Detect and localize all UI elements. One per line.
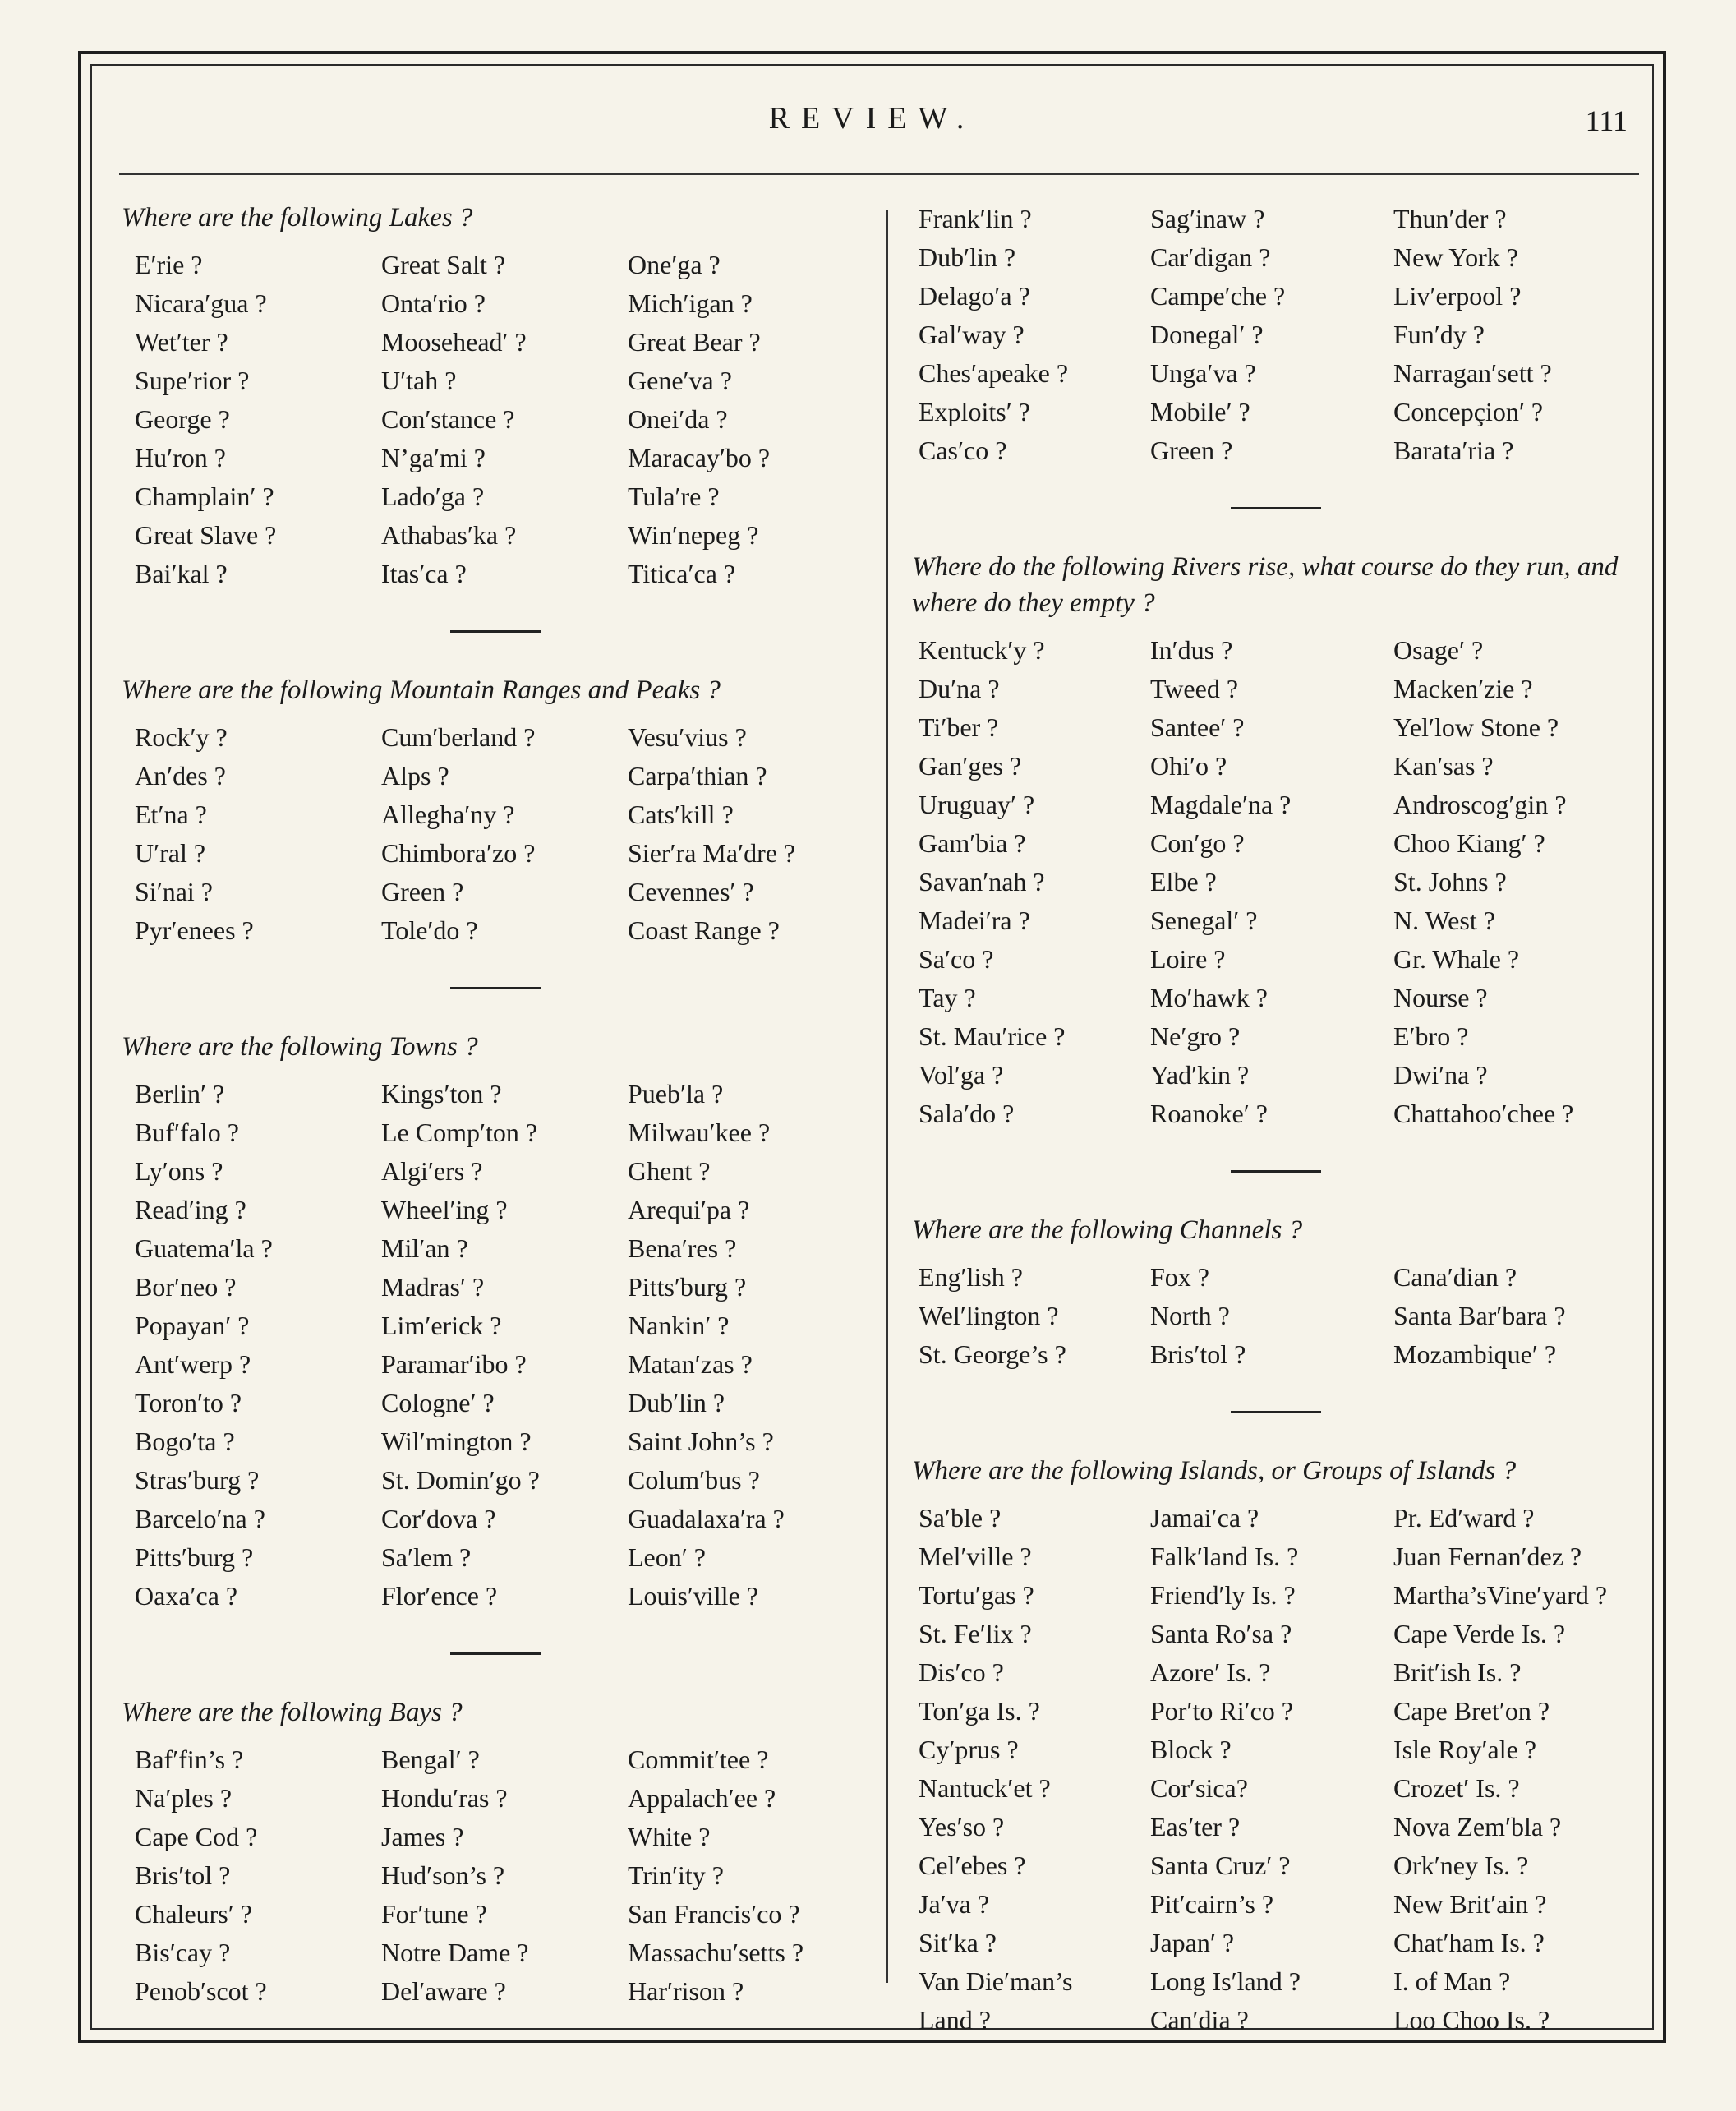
place-name: Chaleurs′ ?: [135, 1899, 252, 1929]
place-name: Carpa′thian ?: [628, 761, 767, 790]
place-name: Stras′burg ?: [135, 1465, 260, 1495]
place-name: Great Salt ?: [381, 250, 506, 279]
place-name: Gr. Whale ?: [1393, 944, 1520, 974]
place-name: Tay ?: [919, 983, 976, 1012]
place-name: Sa′lem ?: [381, 1542, 472, 1572]
place-name: New Brit′ain ?: [1393, 1889, 1547, 1919]
place-name: Ohi′o ?: [1150, 751, 1227, 781]
place-name: N’ga′mi ?: [381, 443, 486, 472]
place-name: Unga′va ?: [1150, 358, 1256, 388]
place-name: Mich′igan ?: [628, 288, 753, 318]
place-name: Vesu′vius ?: [628, 722, 747, 752]
place-name: George ?: [135, 404, 230, 434]
place-name: Thun′der ?: [1393, 204, 1507, 233]
place-name: Onta′rio ?: [381, 288, 486, 318]
place-name: Lado′ga ?: [381, 482, 485, 511]
place-name: Guadalaxa′ra ?: [628, 1504, 785, 1533]
place-name: Pit′cairn’s ?: [1150, 1889, 1274, 1919]
place-name: Algi′ers ?: [381, 1156, 483, 1186]
place-name: Ghent ?: [628, 1156, 711, 1186]
place-name: Del′aware ?: [381, 1976, 506, 2006]
place-name: Friend′ly Is. ?: [1150, 1580, 1296, 1610]
place-name: Bor′neo ?: [135, 1272, 237, 1302]
place-name: Toron′to ?: [135, 1388, 242, 1417]
place-name: Champlain′ ?: [135, 482, 274, 511]
place-name: Land ?: [919, 2005, 991, 2035]
place-name: Cy′prus ?: [919, 1735, 1019, 1764]
place-name: Santa Cruz′ ?: [1150, 1851, 1291, 1880]
place-name: Block ?: [1150, 1735, 1232, 1764]
place-name: Kings′ton ?: [381, 1079, 502, 1109]
place-name: Frank′lin ?: [919, 204, 1032, 233]
place-name: Leon′ ?: [628, 1542, 706, 1572]
question-section: [122, 672, 868, 950]
left-column: [122, 200, 868, 2011]
place-name: Dis′co ?: [919, 1657, 1004, 1687]
place-name: Maracay′bo ?: [628, 443, 771, 472]
question-section: [912, 1453, 1651, 2040]
place-name: Cel′ebes ?: [919, 1851, 1026, 1880]
place-name: Mil′an ?: [381, 1233, 468, 1263]
place-name: Bris′tol ?: [135, 1860, 231, 1890]
place-name: Paramar′ibo ?: [381, 1349, 527, 1379]
place-name: Santa Bar′bara ?: [1393, 1301, 1566, 1330]
place-name: Cape Verde Is. ?: [1393, 1619, 1566, 1648]
place-name: Popayan′ ?: [135, 1311, 250, 1340]
section-separator: [1231, 1411, 1321, 1413]
place-name: Nantuck′et ?: [919, 1773, 1051, 1803]
place-name: Moosehead′ ?: [381, 327, 527, 357]
place-name: Delago′a ?: [919, 281, 1030, 311]
place-name: I. of Man ?: [1393, 1966, 1511, 1996]
question-section: [122, 1694, 868, 2011]
place-name: E′bro ?: [1393, 1021, 1469, 1051]
place-name: Choo Kiang′ ?: [1393, 828, 1545, 858]
place-name: Colum′bus ?: [628, 1465, 760, 1495]
place-name: Cevennes′ ?: [628, 877, 754, 906]
question-section: [912, 549, 1651, 1133]
place-name: Har′rison ?: [628, 1976, 744, 2006]
place-name: Por′to Ri′co ?: [1150, 1696, 1293, 1726]
place-name: Concepçion′ ?: [1393, 397, 1544, 426]
header-rule: [119, 173, 1639, 175]
place-name: Ant′werp ?: [135, 1349, 251, 1379]
place-name: Alps ?: [381, 761, 449, 790]
place-name: Yad′kin ?: [1150, 1060, 1250, 1090]
place-name: Read′ing ?: [135, 1195, 246, 1224]
place-name: Berlin′ ?: [135, 1079, 225, 1109]
place-name: Nourse ?: [1393, 983, 1488, 1012]
place-name: Ti′ber ?: [919, 712, 999, 742]
place-name: Supe′rior ?: [135, 366, 250, 395]
place-name: Cor′dova ?: [381, 1504, 496, 1533]
place-name: Oaxa′ca ?: [135, 1581, 238, 1611]
running-title: REVIEW.: [768, 101, 976, 136]
place-name: Win′nepeg ?: [628, 520, 759, 550]
place-name: Brit′ish Is. ?: [1393, 1657, 1522, 1687]
place-name: Chimbora′zo ?: [381, 838, 536, 868]
place-name: St. George’s ?: [919, 1339, 1066, 1369]
place-name: Cape Cod ?: [135, 1822, 258, 1851]
place-name: Santa Ro′sa ?: [1150, 1619, 1292, 1648]
place-name: Sier′ra Ma′dre ?: [628, 838, 796, 868]
place-name: Crozet′ Is. ?: [1393, 1773, 1520, 1803]
place-name: New York ?: [1393, 242, 1518, 272]
place-name: Le Comp′ton ?: [381, 1118, 538, 1147]
place-name: Pyr′enees ?: [135, 915, 254, 945]
place-name: Ly′ons ?: [135, 1156, 223, 1186]
place-name: Appalach′ee ?: [628, 1783, 776, 1813]
place-name: Rock′y ?: [135, 722, 228, 752]
place-name: Campe′che ?: [1150, 281, 1286, 311]
place-name: Lim′erick ?: [381, 1311, 502, 1340]
place-name: Yes′so ?: [919, 1812, 1005, 1841]
place-name: Sa′co ?: [919, 944, 994, 974]
place-name: Kentuck′y ?: [919, 635, 1045, 665]
section-title: Where are the following Towns ?: [122, 1032, 478, 1062]
section-title: Where are the following Bays ?: [122, 1698, 463, 1727]
place-name: James ?: [381, 1822, 464, 1851]
place-name: Arequi′pa ?: [628, 1195, 750, 1224]
place-name: Madei′ra ?: [919, 906, 1030, 935]
place-name: Pitts′burg ?: [135, 1542, 254, 1572]
name-grid: [122, 1075, 868, 1616]
place-name: Sala′do ?: [919, 1099, 1015, 1128]
place-name: Trin′ity ?: [628, 1860, 724, 1890]
place-name: Ork′ney Is. ?: [1393, 1851, 1529, 1880]
place-name: Uruguay′ ?: [919, 790, 1035, 819]
page-header: [90, 100, 1654, 150]
place-name: Senegal′ ?: [1150, 906, 1258, 935]
place-name: Androscog′gin ?: [1393, 790, 1567, 819]
section-title: Where are the following Mountain Ranges and Peaks ?: [122, 675, 721, 705]
place-name: Ton′ga Is. ?: [919, 1696, 1040, 1726]
name-grid: [912, 200, 1651, 470]
place-name: Tole′do ?: [381, 915, 478, 945]
name-grid: [912, 1258, 1651, 1374]
place-name: Pr. Ed′ward ?: [1393, 1503, 1535, 1533]
place-name: Car′digan ?: [1150, 242, 1271, 272]
place-name: Con′stance ?: [381, 404, 515, 434]
question-section: [122, 1029, 868, 1616]
section-title: Where are the following Lakes ?: [122, 203, 473, 233]
place-name: Milwau′kee ?: [628, 1118, 771, 1147]
place-name: Ja′va ?: [919, 1889, 990, 1919]
place-name: Azore′ Is. ?: [1150, 1657, 1271, 1687]
place-name: Nankin′ ?: [628, 1311, 730, 1340]
place-name: Wel′lington ?: [919, 1301, 1059, 1330]
place-name: Et′na ?: [135, 800, 207, 829]
section-separator: [1231, 507, 1321, 509]
place-name: Gam′bia ?: [919, 828, 1026, 858]
place-name: Notre Dame ?: [381, 1938, 529, 1967]
place-name: Long Is′land ?: [1150, 1966, 1301, 1996]
place-name: Ne′gro ?: [1150, 1021, 1241, 1051]
section-separator: [450, 1652, 541, 1655]
place-name: Japan′ ?: [1150, 1928, 1235, 1957]
place-name: Van Die′man’s: [919, 1966, 1073, 1996]
place-name: Baf′fin’s ?: [135, 1745, 244, 1774]
section-title: Where do the following Rivers rise, what course do they run, and where do they empty ?: [912, 552, 1619, 618]
place-name: Allegha′ny ?: [381, 800, 515, 829]
place-name: Louis′ville ?: [628, 1581, 758, 1611]
place-name: Du′na ?: [919, 674, 1000, 703]
place-name: Savan′nah ?: [919, 867, 1045, 896]
place-name: St. Mau′rice ?: [919, 1021, 1066, 1051]
place-name: Barcelo′na ?: [135, 1504, 265, 1533]
place-name: Athabas′ka ?: [381, 520, 517, 550]
name-grid: [122, 718, 868, 950]
place-name: Na′ples ?: [135, 1783, 233, 1813]
place-name: Mozambique′ ?: [1393, 1339, 1557, 1369]
place-name: Tula′re ?: [628, 482, 720, 511]
place-name: Bai′kal ?: [135, 559, 228, 588]
place-name: N. West ?: [1393, 906, 1495, 935]
place-name: St. Domin′go ?: [381, 1465, 540, 1495]
place-name: Green ?: [1150, 436, 1233, 465]
place-name: Fox ?: [1150, 1262, 1209, 1292]
place-name: Roanoke′ ?: [1150, 1099, 1268, 1128]
place-name: Ches′apeake ?: [919, 358, 1069, 388]
place-name: Cor′sica?: [1150, 1773, 1248, 1803]
place-name: E′rie ?: [135, 250, 203, 279]
place-name: Yel′low Stone ?: [1393, 712, 1559, 742]
place-name: Bis′cay ?: [135, 1938, 231, 1967]
place-name: Can′dia ?: [1150, 2005, 1249, 2035]
question-section: [912, 1212, 1651, 1374]
place-name: Titica′ca ?: [628, 559, 736, 588]
place-name: Mobile′ ?: [1150, 397, 1250, 426]
name-grid: [912, 631, 1651, 1133]
place-name: St. Fe′lix ?: [919, 1619, 1032, 1648]
place-name: Massachu′setts ?: [628, 1938, 804, 1967]
place-name: Mo′hawk ?: [1150, 983, 1268, 1012]
place-name: Vol′ga ?: [919, 1060, 1004, 1090]
place-name: Dub′lin ?: [628, 1388, 725, 1417]
section-title: Where are the following Islands, or Groups of Islands ?: [912, 1456, 1517, 1486]
place-name: Martha’sVine′yard ?: [1393, 1580, 1608, 1610]
place-name: Saint John’s ?: [628, 1427, 774, 1456]
place-name: Donegal′ ?: [1150, 320, 1264, 349]
place-name: Green ?: [381, 877, 464, 906]
place-name: Bogo′ta ?: [135, 1427, 235, 1456]
place-name: An′des ?: [135, 761, 226, 790]
place-name: One′ga ?: [628, 250, 721, 279]
place-name: Liv′erpool ?: [1393, 281, 1522, 311]
name-grid: [912, 1499, 1651, 2040]
column-divider: [886, 210, 888, 1983]
place-name: Great Bear ?: [628, 327, 761, 357]
place-name: Fun′dy ?: [1393, 320, 1485, 349]
place-name: Coast Range ?: [628, 915, 780, 945]
place-name: Cum′berland ?: [381, 722, 536, 752]
place-name: Itas′ca ?: [381, 559, 467, 588]
place-name: Gene′va ?: [628, 366, 732, 395]
place-name: Buf′falo ?: [135, 1118, 239, 1147]
place-name: Cologne′ ?: [381, 1388, 495, 1417]
question-section: [912, 200, 1651, 470]
place-name: Sa′ble ?: [919, 1503, 1002, 1533]
section-separator: [1231, 1170, 1321, 1173]
right-column: [912, 200, 1651, 2040]
place-name: Cas′co ?: [919, 436, 1007, 465]
place-name: Magdale′na ?: [1150, 790, 1292, 819]
place-name: Si′nai ?: [135, 877, 213, 906]
place-name: Onei′da ?: [628, 404, 728, 434]
place-name: Isle Roy′ale ?: [1393, 1735, 1537, 1764]
place-name: Tweed ?: [1150, 674, 1239, 703]
place-name: Nova Zem′bla ?: [1393, 1812, 1562, 1841]
place-name: U′tah ?: [381, 366, 457, 395]
page-number: 111: [1585, 104, 1628, 137]
section-separator: [450, 630, 541, 633]
place-name: White ?: [628, 1822, 711, 1851]
place-name: Macken′zie ?: [1393, 674, 1533, 703]
place-name: Bris′tol ?: [1150, 1339, 1246, 1369]
place-name: Loire ?: [1150, 944, 1226, 974]
place-name: Commit′tee ?: [628, 1745, 769, 1774]
place-name: Jamai′ca ?: [1150, 1503, 1259, 1533]
place-name: Hu′ron ?: [135, 443, 226, 472]
place-name: Juan Fernan′dez ?: [1393, 1542, 1582, 1571]
place-name: Bena′res ?: [628, 1233, 737, 1263]
place-name: St. Johns ?: [1393, 867, 1507, 896]
place-name: Pueb′la ?: [628, 1079, 724, 1109]
place-name: Gan′ges ?: [919, 751, 1022, 781]
place-name: Madras′ ?: [381, 1272, 485, 1302]
place-name: Narragan′sett ?: [1393, 358, 1552, 388]
place-name: Sit′ka ?: [919, 1928, 997, 1957]
place-name: Hud′son’s ?: [381, 1860, 505, 1890]
place-name: Eng′lish ?: [919, 1262, 1023, 1292]
name-grid: [122, 246, 868, 593]
place-name: Cape Bret′on ?: [1393, 1696, 1550, 1726]
place-name: Nicara′gua ?: [135, 288, 267, 318]
place-name: Wil′mington ?: [381, 1427, 532, 1456]
place-name: Kan′sas ?: [1393, 751, 1494, 781]
place-name: Santee′ ?: [1150, 712, 1245, 742]
place-name: Dub′lin ?: [919, 242, 1016, 272]
place-name: Osage′ ?: [1393, 635, 1484, 665]
place-name: Elbe ?: [1150, 867, 1217, 896]
place-name: Chat′ham Is. ?: [1393, 1928, 1545, 1957]
place-name: Tortu′gas ?: [919, 1580, 1034, 1610]
place-name: Pitts′burg ?: [628, 1272, 747, 1302]
place-name: Falk′land Is. ?: [1150, 1542, 1299, 1571]
place-name: Wheel′ing ?: [381, 1195, 508, 1224]
section-separator: [450, 987, 541, 989]
place-name: Barata′ria ?: [1393, 436, 1514, 465]
question-section: [122, 200, 868, 593]
place-name: In′dus ?: [1150, 635, 1233, 665]
place-name: Penob′scot ?: [135, 1976, 267, 2006]
place-name: North ?: [1150, 1301, 1230, 1330]
place-name: Mel′ville ?: [919, 1542, 1032, 1571]
place-name: Hondu′ras ?: [381, 1783, 508, 1813]
place-name: Sag′inaw ?: [1150, 204, 1265, 233]
place-name: Cats′kill ?: [628, 800, 734, 829]
place-name: Chattahoo′chee ?: [1393, 1099, 1574, 1128]
place-name: Flor′ence ?: [381, 1581, 498, 1611]
place-name: Gal′way ?: [919, 320, 1025, 349]
name-grid: [122, 1740, 868, 2011]
place-name: Guatema′la ?: [135, 1233, 273, 1263]
place-name: U′ral ?: [135, 838, 206, 868]
place-name: For′tune ?: [381, 1899, 487, 1929]
place-name: Great Slave ?: [135, 520, 277, 550]
place-name: Eas′ter ?: [1150, 1812, 1241, 1841]
place-name: Loo Choo Is. ?: [1393, 2005, 1550, 2035]
place-name: Cana′dian ?: [1393, 1262, 1517, 1292]
place-name: Bengal′ ?: [381, 1745, 480, 1774]
place-name: Wet′ter ?: [135, 327, 228, 357]
place-name: Exploits′ ?: [919, 397, 1030, 426]
place-name: Con′go ?: [1150, 828, 1245, 858]
section-title: Where are the following Channels ?: [912, 1215, 1303, 1245]
place-name: Matan′zas ?: [628, 1349, 753, 1379]
place-name: San Francis′co ?: [628, 1899, 800, 1929]
place-name: Dwi′na ?: [1393, 1060, 1488, 1090]
